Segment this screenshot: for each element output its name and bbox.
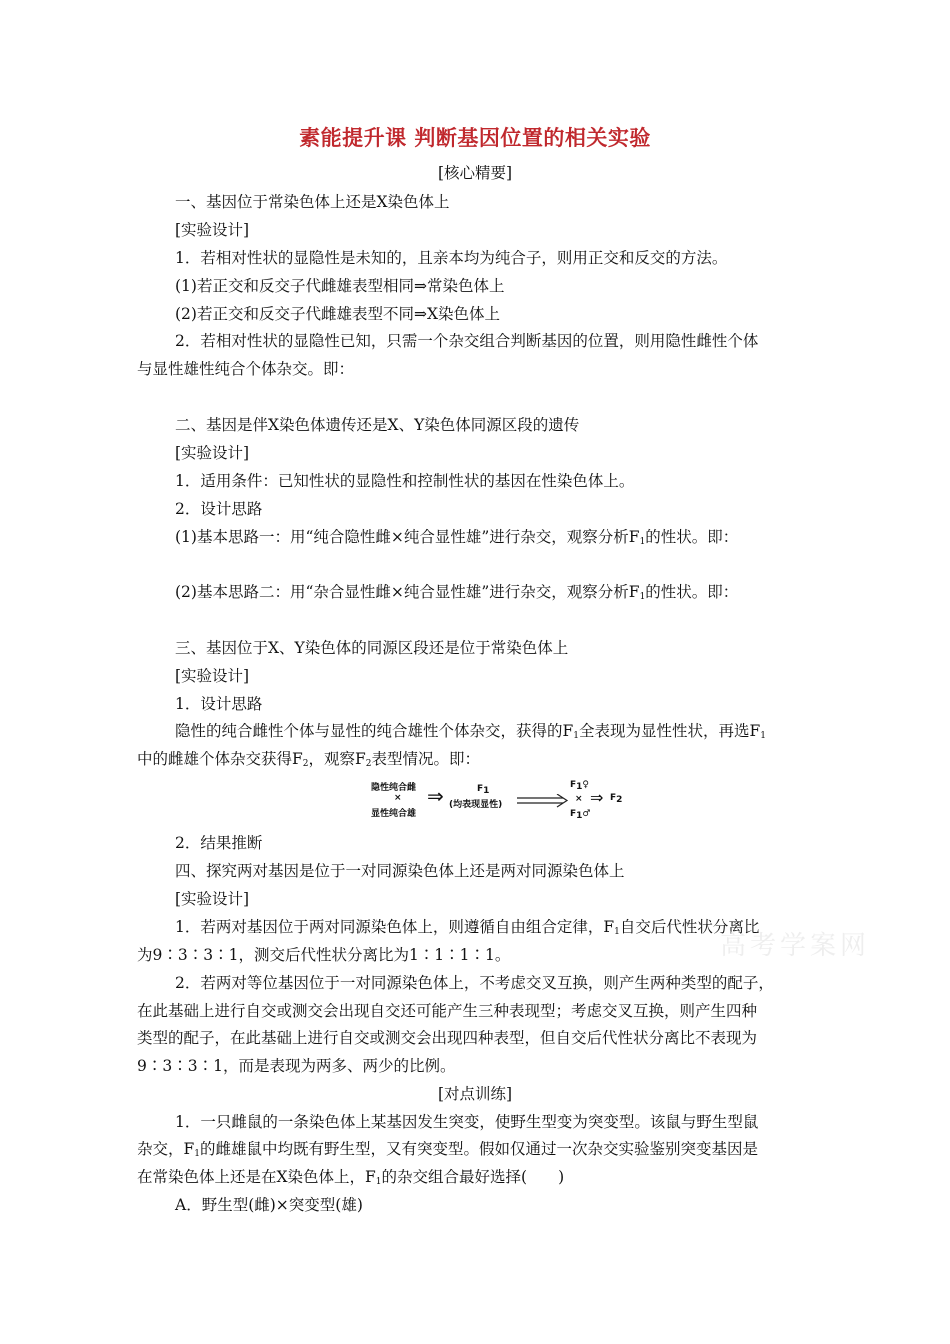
text: ，观察F	[308, 750, 366, 768]
subscript: 1	[639, 537, 646, 547]
cross-diagram	[365, 776, 625, 826]
diagram-f1-female	[570, 780, 589, 792]
text: 隐性的纯合雌性个体与显性的纯合雄性个体杂交，获得的F	[175, 722, 574, 740]
section4-design: [实验设计]	[175, 890, 250, 908]
question1-line3	[137, 1167, 564, 1192]
diagram-f1	[477, 784, 489, 796]
subscript: 2	[365, 759, 372, 769]
text: F	[477, 784, 484, 794]
section1-para1b: (2)若正交和反交子代雌雄表型不同⇒X染色体上	[175, 305, 500, 323]
question1-line1: 1．一只雌鼠的一条染色体上某基因发生突变，使野生型变为突变型。该鼠与野生型鼠	[175, 1113, 759, 1131]
question1-line2	[137, 1139, 758, 1164]
section3-design: [实验设计]	[175, 667, 250, 685]
diagram-long-arrow-icon	[517, 794, 569, 808]
text: 表型情况。即：	[371, 750, 481, 768]
subscript: 2	[616, 795, 623, 805]
diagram-cross-symbol: ×	[394, 793, 402, 803]
section2-para1: 1．适用条件：已知性状的显隐性和控制性状的基因在性染色体上。	[175, 472, 635, 490]
text: 1．若两对基因位于两对同源染色体上，则遵循自由组合定律，F	[175, 918, 615, 936]
diagram-f1-male	[570, 809, 591, 821]
text: 的性状。即：	[645, 528, 739, 546]
section2-heading: 二、基因是伴X染色体遗传还是X、Y染色体同源区段的遗传	[175, 416, 580, 434]
section3-para2: 2．结果推断	[175, 834, 263, 852]
core-heading: [核心精要]	[437, 164, 513, 182]
female-icon: ♀	[582, 780, 590, 790]
subscript: 1	[576, 811, 583, 821]
subscript: 1	[576, 782, 583, 792]
subscript: 1	[573, 731, 579, 741]
section2-design: [实验设计]	[175, 444, 250, 462]
diagram-cross-symbol-2: ×	[575, 794, 583, 804]
diagram-arrow-icon: ⇒	[427, 784, 444, 808]
section4-para2-line4: 9∶3∶3∶1，而是表现为两多、两少的比例。	[137, 1057, 456, 1075]
text: 的雌雄鼠中均既有野生型，又有突变型。假如仅通过一次杂交实验鉴别突变基因是	[200, 1140, 759, 1158]
text: 中的雌雄个体杂交获得F	[137, 750, 303, 768]
text: 自交后代性状分离比	[619, 918, 760, 936]
section1-para1: 1．若相对性状的显隐性是未知的，且亲本均为纯合子，则用正交和反交的方法。	[175, 249, 728, 267]
watermark-text: 高考学案网	[720, 931, 871, 961]
diagram-dominant-male: 显性纯合雄	[371, 809, 417, 819]
section4-para1-line2: 为9∶3∶3∶1，测交后代性状分离比为1∶1∶1∶1。	[137, 946, 511, 964]
section4-para2-line2: 在此基础上进行自交或测交会出现自交还可能产生三种表现型；考虑交叉互换，则产生四种	[137, 1002, 758, 1020]
subscript: 1	[375, 1177, 382, 1187]
text: F	[570, 809, 577, 819]
section3-para1-line2	[137, 749, 480, 774]
text: (2)基本思路二：用“杂合显性雌×纯合显性雄”进行杂交，观察分析F	[175, 583, 640, 601]
male-icon: ♂	[582, 809, 591, 819]
section2-para2a	[175, 527, 738, 552]
section4-para1-line1	[175, 917, 759, 942]
section3-heading: 三、基因位于X、Y染色体的同源区段还是位于常染色体上	[175, 639, 569, 657]
subscript: 1	[194, 1149, 200, 1159]
subscript: 1	[483, 786, 490, 796]
diagram-arrow-icon-2: ⇒	[590, 788, 604, 807]
subscript: 1	[614, 927, 620, 937]
section1-para1a: (1)若正交和反交子代雌雄表型相同⇒常染色体上	[175, 277, 505, 295]
question1-option-a: A．野生型(雌)×突变型(雄)	[175, 1196, 363, 1214]
text: (1)基本思路一：用“纯合隐性雌×纯合显性雄”进行杂交，观察分析F	[175, 528, 640, 546]
section2-para2b	[175, 582, 738, 607]
text: 的性状。即：	[645, 583, 739, 601]
section4-heading: 四、探究两对基因是位于一对同源染色体上还是两对同源染色体上	[175, 862, 625, 880]
subscript: 1	[639, 592, 646, 602]
diagram-f1-note: (均表现显性)	[449, 800, 503, 810]
text: 全表现为显性性状，再选F	[579, 722, 761, 740]
section1-para2-line2: 与显性雄性纯合个体杂交。即：	[137, 360, 355, 378]
page-title: 素能提升课 判断基因位置的相关实验	[299, 126, 651, 150]
text: F	[570, 780, 577, 790]
section2-para2: 2．设计思路	[175, 500, 263, 518]
section1-para2-line1: 2．若相对性状的显隐性已知，只需一个杂交组合判断基因的位置，则用隐性雌性个体	[175, 332, 759, 350]
text: F	[610, 793, 617, 803]
section4-para2-line3: 类型的配子，在此基础上进行自交或测交会出现四种表型，但自交后代性状分离比不表现为	[137, 1029, 758, 1047]
section1-heading: 一、基因位于常染色体上还是X染色体上	[175, 193, 450, 211]
training-heading: [对点训练]	[437, 1085, 513, 1103]
section3-para1-line1	[175, 721, 766, 746]
diagram-recessive-female: 隐性纯合雌	[371, 783, 417, 793]
text: 在常染色体上还是在X染色体上，F	[137, 1168, 376, 1186]
subscript: 2	[302, 759, 309, 769]
subscript: 1	[760, 731, 766, 741]
section1-design: [实验设计]	[175, 221, 250, 239]
text: 杂交，F	[137, 1140, 195, 1158]
diagram-f2	[610, 793, 622, 805]
section3-para1: 1．设计思路	[175, 695, 263, 713]
text: 的杂交组合最好选择( )	[381, 1168, 565, 1186]
section4-para2-line1: 2．若两对等位基因位于一对同源染色体上，不考虑交叉互换，则产生两种类型的配子，	[175, 974, 774, 992]
